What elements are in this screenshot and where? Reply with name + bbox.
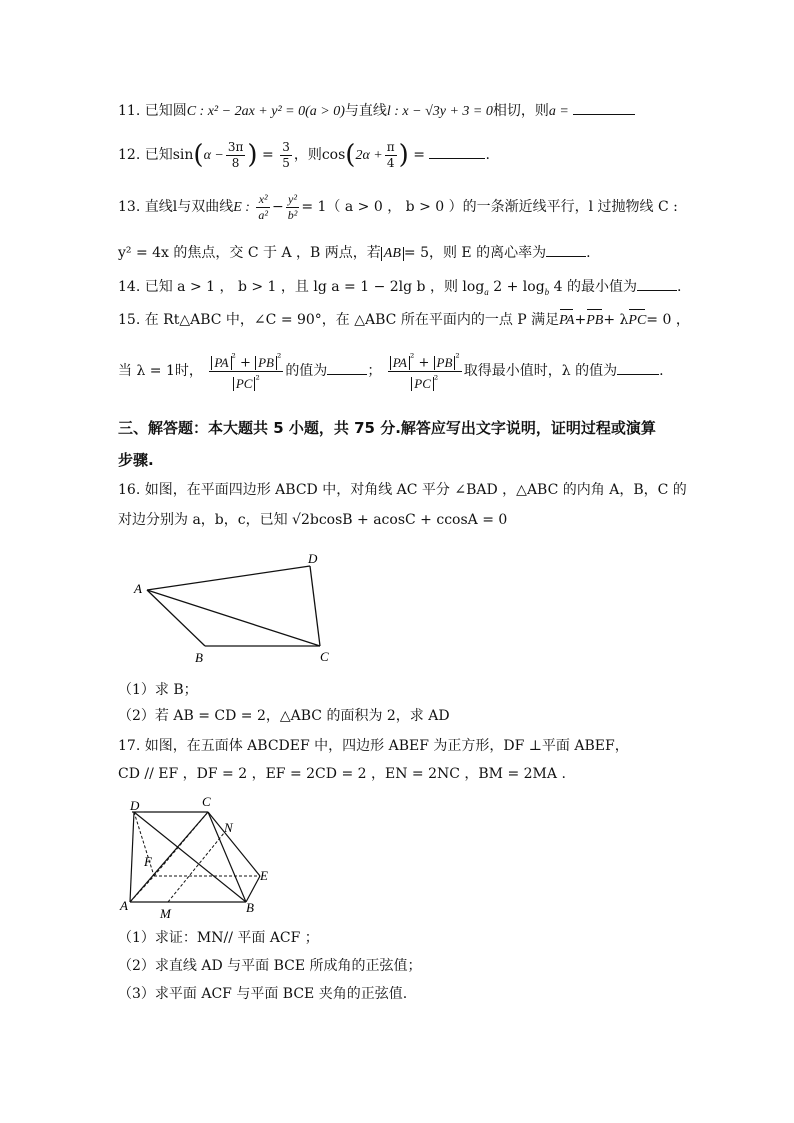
punct: . bbox=[659, 363, 664, 379]
separator: ； bbox=[367, 363, 382, 379]
question-text: 的值为 bbox=[285, 363, 328, 379]
vector-PA: PA bbox=[559, 311, 574, 331]
vertex-label-B: B bbox=[195, 650, 203, 665]
fraction-3pi-8: $\frac{3\pi}{8}$ bbox=[227, 139, 244, 170]
ratio-fraction-2: $\frac{PA ^{^2} + PB ^{^2}}{PC ^{^2}}$ bbox=[388, 350, 462, 392]
question-17-part-2: （2）求直线 AD 与平面 BCE 所成角的正弦值； bbox=[118, 958, 422, 974]
vertex-label-E: E bbox=[260, 868, 268, 883]
question-number: 11. bbox=[118, 103, 141, 119]
edge-BE bbox=[246, 876, 260, 902]
question-16: 16. 如图，在平面四边形 ABCD 中，对角线 AC 平分 ∠BAD ，△ABC 的内角 A，B，C 的 bbox=[118, 482, 687, 498]
edge-AD bbox=[147, 566, 310, 590]
section-heading-line-2: 步骤. bbox=[118, 451, 154, 469]
section-heading: 三、解答题：本大题共 5 小题，共 75 分.解答应写出文字说明，证明过程或演算 bbox=[118, 419, 656, 437]
question-16-line-2: 对边分别为 a，b，c，已知 √2bcosB + acosC + ccosA = 0 bbox=[118, 512, 508, 528]
quadrilateral-figure bbox=[130, 548, 340, 668]
punct: . bbox=[676, 279, 682, 295]
punct: . bbox=[586, 245, 591, 261]
question-15 bbox=[118, 310, 690, 331]
expr-2alpha: 2α + bbox=[355, 148, 383, 163]
ratio-fraction-1: $\frac{PA ^{^2} + PB ^{^2}}{PC ^{^2}}$ bbox=[209, 350, 283, 392]
vertex-label-A: A bbox=[134, 581, 142, 596]
question-number: 12. bbox=[118, 147, 141, 163]
vertex-label-C: C bbox=[320, 649, 329, 664]
question-text: l 过抛物线 C : bbox=[588, 199, 678, 215]
question-16-part-1: （1）求 B； bbox=[118, 682, 198, 698]
diagonal-AC bbox=[147, 590, 320, 646]
answer-blank bbox=[546, 242, 586, 257]
fraction-x2-a2: $\frac{\text{x²}}{\text{a²}}$ bbox=[258, 191, 268, 222]
question-text: 已知sin bbox=[144, 147, 194, 163]
question-11 bbox=[118, 100, 635, 122]
abs-AB: AB bbox=[381, 247, 404, 261]
question-text: 与直线 bbox=[344, 103, 387, 119]
pentahedron-figure bbox=[118, 790, 278, 922]
fraction-pi-4: $\frac{\pi}{4}$ bbox=[386, 139, 395, 170]
hidden-edge-FC bbox=[154, 812, 208, 876]
fraction-y2-b2: $\frac{\text{y²}}{\text{b²}}$ bbox=[287, 191, 298, 222]
question-13 bbox=[118, 190, 678, 224]
vertex-label-F: F bbox=[144, 854, 152, 869]
equals: = bbox=[413, 147, 425, 163]
question-text: y² = 4x 的焦点，交 C 于 A ，B 两点，若 bbox=[118, 245, 381, 261]
question-text: = 1（ a > 0 ， b > 0 ）的一条渐近线平行， bbox=[301, 199, 589, 215]
answer-blank bbox=[573, 100, 635, 115]
question-text: 直线l与双曲线 bbox=[144, 199, 234, 215]
vertex-label-C: C bbox=[202, 794, 211, 809]
question-16-part-2: （2）若 AB = CD = 2，△ABC 的面积为 2，求 AD bbox=[118, 708, 450, 724]
plus: + bbox=[574, 312, 587, 328]
edge-DA bbox=[130, 812, 134, 902]
hidden-segment-MN bbox=[168, 833, 224, 902]
vertex-label-M: M bbox=[160, 906, 171, 921]
question-number: 13. bbox=[118, 199, 141, 215]
minus: − bbox=[271, 199, 284, 215]
vertex-label-D: D bbox=[308, 551, 318, 566]
hyperbola-name: E : bbox=[233, 200, 250, 215]
log-base-a: a bbox=[484, 286, 489, 297]
fraction-3-5: $\frac{3}{5}$ bbox=[282, 139, 290, 170]
question-17-part-3: （3）求平面 ACF 与平面 BCE 夹角的正弦值. bbox=[118, 986, 408, 1002]
question-number: 14. bbox=[118, 279, 141, 295]
answer-variable: a = bbox=[548, 104, 569, 119]
question-15-line-2 bbox=[118, 342, 664, 400]
question-number: 15. bbox=[118, 312, 141, 328]
edge-DC bbox=[310, 566, 320, 646]
question-text: 在 Rt△ABC 中，∠C = 90°，在 △ABC 所在平面内的一点 P 满足 bbox=[144, 312, 560, 328]
answer-blank bbox=[637, 276, 677, 291]
question-13-line-2 bbox=[118, 242, 591, 263]
plus-lambda: + λ bbox=[603, 312, 629, 328]
question-text: = 0 ， bbox=[646, 312, 690, 328]
question-text: 4 的最小值为 bbox=[549, 279, 637, 295]
answer-blank bbox=[429, 144, 485, 159]
question-text: 2 + log bbox=[488, 279, 545, 295]
answer-blank-2 bbox=[617, 360, 659, 375]
expr-alpha: α − bbox=[203, 148, 224, 163]
question-text: ，则cos bbox=[293, 147, 346, 163]
question-text: 取得最小值时，λ 的值为 bbox=[463, 363, 618, 379]
vertex-label-A: A bbox=[120, 898, 128, 913]
punct: . bbox=[485, 147, 490, 163]
question-text: 已知圆 bbox=[144, 103, 187, 119]
hidden-edge-AF bbox=[130, 876, 154, 902]
log-base-b: b bbox=[544, 286, 550, 297]
question-12: 12. 已知sin(α − $\frac{3\pi}{8}$ ) = $\frac{3}{5}$ ，则cos(2α + $\frac{\pi}{4}$ ) = . bbox=[118, 139, 490, 170]
question-17: 17. 如图，在五面体 ABCDEF 中，四边形 ABEF 为正方形，DF ⊥平面 ABEF， bbox=[118, 738, 629, 754]
question-text: 相切，则 bbox=[492, 103, 549, 119]
edge-AB bbox=[147, 590, 205, 646]
vector-PB: PB bbox=[586, 311, 603, 331]
vertex-label-B: B bbox=[246, 900, 254, 915]
edge-CE bbox=[208, 812, 260, 876]
vertex-label-N: N bbox=[224, 820, 233, 835]
question-text: = 5，则 E 的离心率为 bbox=[403, 245, 547, 261]
vector-PC: PC bbox=[628, 311, 646, 331]
question-17-part-1: （1）求证：MN// 平面 ACF ； bbox=[118, 930, 319, 946]
line-equation: l : x − √3y + 3 = 0 bbox=[386, 104, 493, 119]
question-17-line-2: CD // EF ，DF = 2 ，EF = 2CD = 2 ，EN = 2NC ，BM = 2MA . bbox=[118, 766, 566, 782]
question-14 bbox=[118, 276, 681, 302]
answer-blank-1 bbox=[327, 360, 367, 375]
vertex-label-D: D bbox=[130, 798, 140, 813]
question-text: 当 λ = 1时， bbox=[118, 363, 203, 379]
circle-equation: C : x² − 2ax + y² = 0(a > 0) bbox=[186, 104, 345, 119]
question-text: 已知 a > 1 ， b > 1 ，且 lg a = 1 − 2lg b ，则 log bbox=[144, 279, 485, 295]
equals: = bbox=[262, 147, 274, 163]
